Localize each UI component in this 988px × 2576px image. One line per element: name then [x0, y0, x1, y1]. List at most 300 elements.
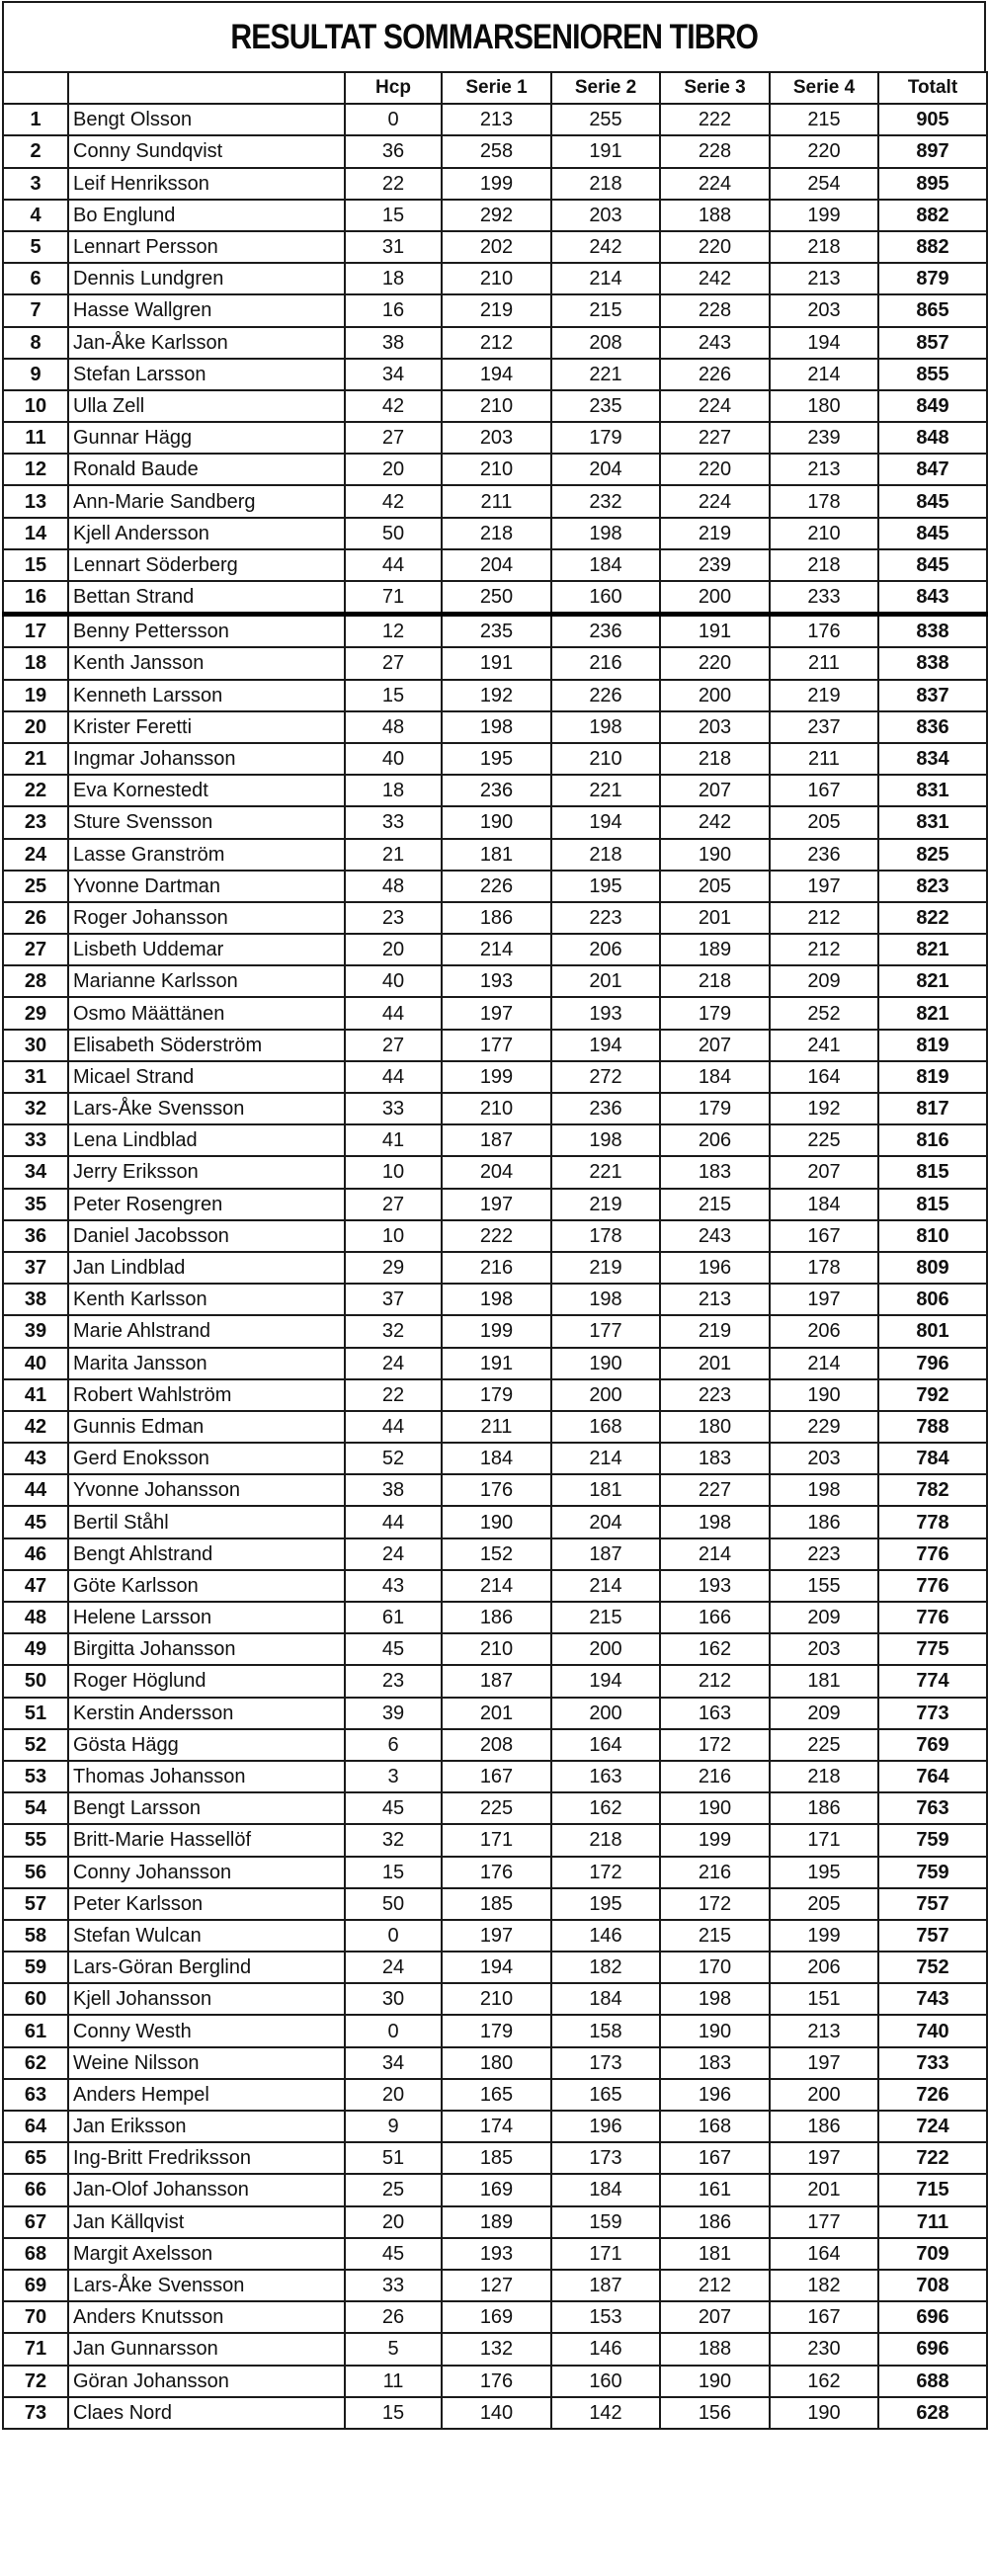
rank-cell: 62 [3, 2047, 68, 2079]
serie-3-cell: 183 [660, 1156, 770, 1188]
serie-2-cell: 198 [551, 711, 660, 743]
serie-4-cell: 239 [770, 422, 878, 454]
player-name-cell: Lasse Granström [68, 839, 345, 871]
serie-3-cell: 196 [660, 1252, 770, 1284]
table-row [3, 997, 987, 1029]
serie-4-cell: 167 [770, 775, 878, 806]
serie-1-cell: 197 [442, 1920, 551, 1952]
serie-4-cell: 210 [770, 518, 878, 549]
serie-3-cell: 242 [660, 806, 770, 838]
table-row [3, 1348, 987, 1379]
total-cell: 776 [878, 1570, 987, 1602]
player-name-cell: Bertil Ståhl [68, 1506, 345, 1537]
serie-1-cell: 208 [442, 1729, 551, 1761]
serie-4-cell: 218 [770, 231, 878, 263]
rank-cell: 24 [3, 839, 68, 871]
player-name-cell: Birgitta Johansson [68, 1633, 345, 1665]
player-name-cell: Yvonne Dartman [68, 871, 345, 902]
serie-4-cell: 151 [770, 1983, 878, 2015]
total-cell: 836 [878, 711, 987, 743]
serie-4-cell: 223 [770, 1538, 878, 1570]
serie-2-cell: 195 [551, 1888, 660, 1920]
serie-1-cell: 218 [442, 518, 551, 549]
serie-1-cell: 219 [442, 294, 551, 326]
hcp-cell: 20 [345, 454, 442, 485]
results-sheet [2, 1, 986, 2430]
serie-2-cell: 200 [551, 1379, 660, 1411]
serie-4-cell: 162 [770, 2366, 878, 2397]
player-name-cell: Kenneth Larsson [68, 680, 345, 711]
rank-cell: 7 [3, 294, 68, 326]
hcp-cell: 36 [345, 135, 442, 167]
hcp-cell: 38 [345, 327, 442, 359]
serie-4-cell: 186 [770, 1506, 878, 1537]
total-cell: 711 [878, 2206, 987, 2238]
rank-cell: 59 [3, 1952, 68, 1983]
rank-cell: 38 [3, 1284, 68, 1315]
serie-3-cell: 201 [660, 1348, 770, 1379]
serie-3-cell: 183 [660, 2047, 770, 2079]
rank-cell: 13 [3, 485, 68, 517]
player-name-cell: Roger Johansson [68, 902, 345, 934]
player-name-cell: Robert Wahlström [68, 1379, 345, 1411]
table-row [3, 1729, 987, 1761]
serie-4-cell: 205 [770, 806, 878, 838]
table-row [3, 1792, 987, 1824]
rank-cell: 35 [3, 1189, 68, 1220]
hcp-cell: 18 [345, 263, 442, 294]
total-cell: 801 [878, 1315, 987, 1347]
rank-cell: 55 [3, 1824, 68, 1856]
hcp-cell: 45 [345, 2238, 442, 2270]
serie-4-cell: 200 [770, 2079, 878, 2111]
hcp-cell: 21 [345, 839, 442, 871]
serie-1-cell: 197 [442, 997, 551, 1029]
serie-1-cell: 198 [442, 1284, 551, 1315]
hcp-cell: 33 [345, 806, 442, 838]
player-name-cell: Bo Englund [68, 200, 345, 231]
serie-4-cell: 199 [770, 1920, 878, 1952]
total-cell: 895 [878, 168, 987, 200]
serie-3-cell: 186 [660, 2206, 770, 2238]
rank-cell: 18 [3, 647, 68, 679]
serie-4-cell: 197 [770, 1284, 878, 1315]
serie-3-cell: 214 [660, 1538, 770, 1570]
hcp-cell: 16 [345, 294, 442, 326]
total-cell: 722 [878, 2142, 987, 2174]
serie-2-cell: 218 [551, 168, 660, 200]
total-cell: 724 [878, 2111, 987, 2142]
rank-cell: 8 [3, 327, 68, 359]
player-name-cell: Kjell Andersson [68, 518, 345, 549]
total-cell: 708 [878, 2270, 987, 2301]
serie-4-cell: 171 [770, 1824, 878, 1856]
rank-cell: 69 [3, 2270, 68, 2301]
hcp-cell: 33 [345, 2270, 442, 2301]
rank-cell: 10 [3, 390, 68, 422]
serie-3-cell: 212 [660, 2270, 770, 2301]
total-cell: 696 [878, 2333, 987, 2365]
table-row [3, 615, 987, 648]
player-name-cell: Lars-Göran Berglind [68, 1952, 345, 1983]
hcp-cell: 0 [345, 2015, 442, 2046]
serie-3-cell: 156 [660, 2397, 770, 2429]
table-row [3, 263, 987, 294]
hcp-cell: 27 [345, 647, 442, 679]
serie-1-cell: 190 [442, 1506, 551, 1537]
serie-2-cell: 200 [551, 1633, 660, 1665]
rank-cell: 43 [3, 1443, 68, 1474]
serie-2-cell: 235 [551, 390, 660, 422]
serie-2-cell: 204 [551, 1506, 660, 1537]
player-name-cell: Conny Westh [68, 2015, 345, 2046]
hcp-cell: 15 [345, 1857, 442, 1888]
player-name-cell: Claes Nord [68, 2397, 345, 2429]
hcp-cell: 44 [345, 997, 442, 1029]
serie-2-cell: 160 [551, 581, 660, 615]
hcp-cell: 33 [345, 1093, 442, 1124]
serie-2-cell: 198 [551, 1124, 660, 1156]
hcp-cell: 23 [345, 1665, 442, 1697]
serie-3-cell: 205 [660, 871, 770, 902]
serie-2-cell: 193 [551, 997, 660, 1029]
hcp-cell: 20 [345, 2206, 442, 2238]
total-cell: 759 [878, 1857, 987, 1888]
serie-2-cell: 142 [551, 2397, 660, 2429]
rank-cell: 67 [3, 2206, 68, 2238]
serie-4-cell: 229 [770, 1411, 878, 1443]
player-name-cell: Marie Ahlstrand [68, 1315, 345, 1347]
player-name-cell: Weine Nilsson [68, 2047, 345, 2079]
serie-3-cell: 224 [660, 485, 770, 517]
player-name-cell: Lars-Åke Svensson [68, 2270, 345, 2301]
serie-3-cell: 191 [660, 615, 770, 648]
player-name-cell: Ingmar Johansson [68, 743, 345, 775]
rank-cell: 45 [3, 1506, 68, 1537]
total-cell: 848 [878, 422, 987, 454]
serie-1-cell: 197 [442, 1189, 551, 1220]
serie-4-cell: 209 [770, 1698, 878, 1729]
header-serie-3: Serie 3 [660, 72, 770, 104]
total-cell: 733 [878, 2047, 987, 2079]
hcp-cell: 11 [345, 2366, 442, 2397]
total-cell: 628 [878, 2397, 987, 2429]
serie-2-cell: 206 [551, 934, 660, 965]
total-cell: 865 [878, 294, 987, 326]
table-row [3, 1761, 987, 1792]
serie-2-cell: 196 [551, 2111, 660, 2142]
table-row [3, 1220, 987, 1252]
hcp-cell: 29 [345, 1252, 442, 1284]
serie-1-cell: 199 [442, 1061, 551, 1093]
rank-cell: 68 [3, 2238, 68, 2270]
serie-1-cell: 152 [442, 1538, 551, 1570]
serie-3-cell: 203 [660, 711, 770, 743]
table-row [3, 1474, 987, 1506]
serie-3-cell: 207 [660, 2301, 770, 2333]
total-cell: 806 [878, 1284, 987, 1315]
hcp-cell: 31 [345, 231, 442, 263]
hcp-cell: 40 [345, 965, 442, 997]
serie-4-cell: 209 [770, 965, 878, 997]
rank-cell: 41 [3, 1379, 68, 1411]
player-name-cell: Gerd Enoksson [68, 1443, 345, 1474]
serie-1-cell: 185 [442, 2142, 551, 2174]
hcp-cell: 27 [345, 1189, 442, 1220]
rank-cell: 51 [3, 1698, 68, 1729]
serie-2-cell: 146 [551, 1920, 660, 1952]
hcp-cell: 32 [345, 1315, 442, 1347]
serie-1-cell: 194 [442, 1952, 551, 1983]
rank-cell: 34 [3, 1156, 68, 1188]
table-row [3, 2206, 987, 2238]
table-row [3, 934, 987, 965]
player-name-cell: Lennart Persson [68, 231, 345, 263]
table-row [3, 1189, 987, 1220]
serie-2-cell: 159 [551, 2206, 660, 2238]
serie-1-cell: 180 [442, 2047, 551, 2079]
hcp-cell: 71 [345, 581, 442, 615]
serie-2-cell: 153 [551, 2301, 660, 2333]
serie-1-cell: 140 [442, 2397, 551, 2429]
serie-4-cell: 219 [770, 680, 878, 711]
hcp-cell: 50 [345, 1888, 442, 1920]
rank-cell: 64 [3, 2111, 68, 2142]
serie-4-cell: 218 [770, 1761, 878, 1792]
serie-2-cell: 200 [551, 1698, 660, 1729]
serie-4-cell: 212 [770, 902, 878, 934]
player-name-cell: Leif Henriksson [68, 168, 345, 200]
table-row [3, 1888, 987, 1920]
serie-2-cell: 215 [551, 1602, 660, 1633]
serie-4-cell: 197 [770, 871, 878, 902]
serie-4-cell: 190 [770, 1379, 878, 1411]
player-name-cell: Gunnis Edman [68, 1411, 345, 1443]
player-name-cell: Krister Feretti [68, 711, 345, 743]
serie-1-cell: 132 [442, 2333, 551, 2365]
serie-3-cell: 216 [660, 1857, 770, 1888]
serie-3-cell: 218 [660, 965, 770, 997]
serie-1-cell: 179 [442, 1379, 551, 1411]
hcp-cell: 37 [345, 1284, 442, 1315]
serie-3-cell: 226 [660, 359, 770, 390]
rank-cell: 22 [3, 775, 68, 806]
serie-1-cell: 214 [442, 934, 551, 965]
player-name-cell: Jan-Olof Johansson [68, 2174, 345, 2205]
table-row [3, 2015, 987, 2046]
serie-4-cell: 182 [770, 2270, 878, 2301]
serie-3-cell: 181 [660, 2238, 770, 2270]
hcp-cell: 48 [345, 871, 442, 902]
player-name-cell: Anders Hempel [68, 2079, 345, 2111]
serie-1-cell: 181 [442, 839, 551, 871]
hcp-cell: 48 [345, 711, 442, 743]
table-row [3, 2174, 987, 2205]
rank-cell: 15 [3, 549, 68, 581]
header-serie-1: Serie 1 [442, 72, 551, 104]
table-row [3, 1030, 987, 1061]
total-cell: 740 [878, 2015, 987, 2046]
table-row [3, 390, 987, 422]
serie-1-cell: 177 [442, 1030, 551, 1061]
serie-4-cell: 203 [770, 294, 878, 326]
hcp-cell: 39 [345, 1698, 442, 1729]
rank-cell: 11 [3, 422, 68, 454]
serie-3-cell: 222 [660, 104, 770, 135]
serie-3-cell: 198 [660, 1983, 770, 2015]
hcp-cell: 38 [345, 1474, 442, 1506]
serie-1-cell: 176 [442, 1857, 551, 1888]
serie-3-cell: 219 [660, 1315, 770, 1347]
total-cell: 821 [878, 934, 987, 965]
serie-3-cell: 190 [660, 839, 770, 871]
total-cell: 822 [878, 902, 987, 934]
hcp-cell: 0 [345, 104, 442, 135]
serie-1-cell: 191 [442, 647, 551, 679]
serie-2-cell: 214 [551, 263, 660, 294]
hcp-cell: 15 [345, 200, 442, 231]
serie-3-cell: 161 [660, 2174, 770, 2205]
serie-3-cell: 200 [660, 680, 770, 711]
table-row [3, 518, 987, 549]
serie-1-cell: 211 [442, 1411, 551, 1443]
serie-4-cell: 180 [770, 390, 878, 422]
serie-1-cell: 185 [442, 1888, 551, 1920]
table-row [3, 1665, 987, 1697]
serie-2-cell: 208 [551, 327, 660, 359]
hcp-cell: 42 [345, 390, 442, 422]
total-cell: 843 [878, 581, 987, 615]
table-row [3, 1284, 987, 1315]
table-row [3, 965, 987, 997]
hcp-cell: 20 [345, 934, 442, 965]
serie-1-cell: 235 [442, 615, 551, 648]
hcp-cell: 45 [345, 1792, 442, 1824]
total-cell: 778 [878, 1506, 987, 1537]
serie-3-cell: 227 [660, 422, 770, 454]
serie-2-cell: 195 [551, 871, 660, 902]
serie-3-cell: 189 [660, 934, 770, 965]
rank-cell: 44 [3, 1474, 68, 1506]
serie-2-cell: 194 [551, 1665, 660, 1697]
serie-2-cell: 215 [551, 294, 660, 326]
serie-1-cell: 222 [442, 1220, 551, 1252]
total-cell: 809 [878, 1252, 987, 1284]
serie-4-cell: 211 [770, 743, 878, 775]
hcp-cell: 3 [345, 1761, 442, 1792]
player-name-cell: Jan Lindblad [68, 1252, 345, 1284]
total-cell: 847 [878, 454, 987, 485]
table-row [3, 454, 987, 485]
serie-1-cell: 214 [442, 1570, 551, 1602]
total-cell: 796 [878, 1348, 987, 1379]
table-row [3, 1538, 987, 1570]
player-name-cell: Dennis Lundgren [68, 263, 345, 294]
hcp-cell: 6 [345, 1729, 442, 1761]
serie-2-cell: 221 [551, 1156, 660, 1188]
player-name-cell: Kerstin Andersson [68, 1698, 345, 1729]
serie-3-cell: 228 [660, 135, 770, 167]
serie-2-cell: 171 [551, 2238, 660, 2270]
serie-2-cell: 187 [551, 1538, 660, 1570]
table-row [3, 775, 987, 806]
rank-cell: 52 [3, 1729, 68, 1761]
serie-2-cell: 181 [551, 1474, 660, 1506]
serie-1-cell: 250 [442, 581, 551, 615]
serie-3-cell: 180 [660, 1411, 770, 1443]
rank-cell: 1 [3, 104, 68, 135]
serie-2-cell: 210 [551, 743, 660, 775]
hcp-cell: 34 [345, 2047, 442, 2079]
serie-2-cell: 219 [551, 1189, 660, 1220]
serie-3-cell: 212 [660, 1665, 770, 1697]
serie-3-cell: 190 [660, 2015, 770, 2046]
serie-3-cell: 242 [660, 263, 770, 294]
rank-cell: 37 [3, 1252, 68, 1284]
total-cell: 757 [878, 1920, 987, 1952]
serie-3-cell: 193 [660, 1570, 770, 1602]
total-cell: 715 [878, 2174, 987, 2205]
table-row [3, 2142, 987, 2174]
rank-cell: 39 [3, 1315, 68, 1347]
serie-4-cell: 195 [770, 1857, 878, 1888]
hcp-cell: 44 [345, 1506, 442, 1537]
hcp-cell: 5 [345, 2333, 442, 2365]
serie-2-cell: 218 [551, 839, 660, 871]
table-row [3, 2079, 987, 2111]
hcp-cell: 44 [345, 549, 442, 581]
table-row [3, 1156, 987, 1188]
total-cell: 845 [878, 485, 987, 517]
player-name-cell: Ronald Baude [68, 454, 345, 485]
serie-1-cell: 216 [442, 1252, 551, 1284]
player-name-cell: Margit Axelsson [68, 2238, 345, 2270]
serie-4-cell: 213 [770, 2015, 878, 2046]
serie-3-cell: 215 [660, 1189, 770, 1220]
rank-cell: 56 [3, 1857, 68, 1888]
serie-3-cell: 220 [660, 231, 770, 263]
total-cell: 784 [878, 1443, 987, 1474]
total-cell: 855 [878, 359, 987, 390]
serie-4-cell: 190 [770, 2397, 878, 2429]
serie-2-cell: 255 [551, 104, 660, 135]
table-row [3, 485, 987, 517]
table-row [3, 2270, 987, 2301]
player-name-cell: Jan Gunnarsson [68, 2333, 345, 2365]
table-row [3, 1411, 987, 1443]
serie-2-cell: 165 [551, 2079, 660, 2111]
serie-1-cell: 193 [442, 2238, 551, 2270]
rank-cell: 3 [3, 168, 68, 200]
player-name-cell: Marita Jansson [68, 1348, 345, 1379]
hcp-cell: 9 [345, 2111, 442, 2142]
hcp-cell: 24 [345, 1538, 442, 1570]
player-name-cell: Lennart Söderberg [68, 549, 345, 581]
serie-1-cell: 191 [442, 1348, 551, 1379]
rank-cell: 46 [3, 1538, 68, 1570]
serie-4-cell: 167 [770, 2301, 878, 2333]
serie-4-cell: 164 [770, 1061, 878, 1093]
serie-4-cell: 176 [770, 615, 878, 648]
table-row [3, 1602, 987, 1633]
total-cell: 763 [878, 1792, 987, 1824]
hcp-cell: 61 [345, 1602, 442, 1633]
rank-cell: 54 [3, 1792, 68, 1824]
serie-4-cell: 237 [770, 711, 878, 743]
serie-3-cell: 220 [660, 647, 770, 679]
table-row [3, 1952, 987, 1983]
serie-2-cell: 201 [551, 965, 660, 997]
